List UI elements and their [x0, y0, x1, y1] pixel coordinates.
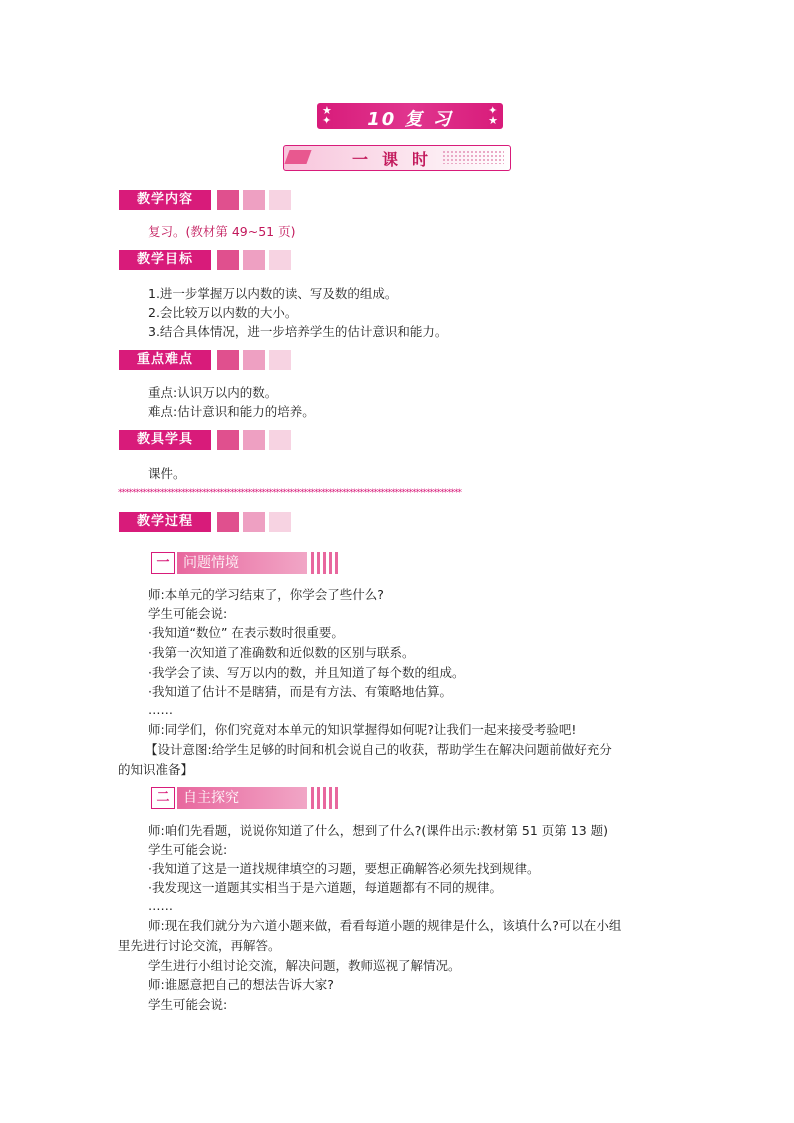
star-icon: ✦ ★: [488, 104, 498, 127]
paragraph-line: ·我知道“数位” 在表示数时很重要。: [148, 625, 344, 640]
paragraph-line: 学生可能会说:: [148, 997, 228, 1012]
decoration: [269, 350, 291, 370]
decoration: [243, 430, 265, 450]
dot-pattern: [442, 150, 504, 164]
paragraph-line: ……: [148, 702, 173, 717]
key-item: 重点:认识万以内的数。: [148, 385, 278, 400]
section-label: 教学内容: [119, 190, 211, 210]
paragraph-line: 的知识准备】: [118, 762, 194, 777]
paragraph-line: ·我学会了读、写万以内的数，并且知道了每个数的组成。: [148, 665, 465, 680]
paragraph-line: 师:同学们，你们究竟对本单元的知识掌握得如何呢?让我们一起来接受考验吧!: [148, 722, 577, 737]
section-label: 教具学具: [119, 430, 211, 450]
decoration: [217, 190, 239, 210]
paragraph-line: 里先进行讨论交流，再解答。: [118, 938, 281, 953]
subsection-title: 自主探究: [177, 787, 307, 809]
section-label: 教学目标: [119, 250, 211, 270]
paragraph-line: ·我知道了这是一道找规律填空的习题，要想正确解答必须先找到规律。: [148, 861, 540, 876]
paragraph-line: ·我知道了估计不是瞎猜，而是有方法、有策略地估算。: [148, 684, 452, 699]
paragraph-line: 【设计意图:给学生足够的时间和机会说自己的收获，帮助学生在解决问题前做好充分: [145, 742, 612, 757]
decoration: [269, 250, 291, 270]
paragraph-line: 学生可能会说:: [148, 606, 228, 621]
section-label: 教学过程: [119, 512, 211, 532]
section-header-tools: [119, 430, 319, 450]
paragraph-line: 学生进行小组讨论交流，解决问题，教师巡视了解情况。: [148, 958, 461, 973]
star-divider: **************************************************************************************************: [118, 488, 461, 498]
decoration: [269, 430, 291, 450]
goal-item: 2.会比较万以内数的大小。: [148, 305, 298, 320]
paragraph-line: ……: [148, 898, 173, 913]
subsection-number: 二: [151, 787, 175, 809]
content-text: 复习。(教材第 49~51 页): [148, 224, 296, 239]
decoration: [311, 552, 341, 574]
lesson-title: 一课时: [351, 150, 442, 169]
chapter-banner: [317, 103, 503, 129]
paragraph-line: 师:现在我们就分为六道小题来做，看看每道小题的规律是什么，该填什么?可以在小组: [148, 918, 622, 933]
decoration: [284, 150, 311, 164]
decoration: [243, 250, 265, 270]
paragraph-line: 学生可能会说:: [148, 842, 228, 857]
paragraph-line: 师:咱们先看题，说说你知道了什么，想到了什么?(课件出示:教材第 51 页第 13 题): [148, 823, 609, 838]
subsection-header-1: [151, 552, 341, 574]
decoration: [243, 190, 265, 210]
section-header-goals: [119, 250, 319, 270]
chapter-title: 10 复 习: [367, 109, 453, 130]
lesson-banner: [283, 145, 511, 171]
goal-item: 3.结合具体情况，进一步培养学生的估计意识和能力。: [148, 324, 448, 339]
subsection-title: 问题情境: [177, 552, 307, 574]
decoration: [217, 430, 239, 450]
paragraph-line: 师:谁愿意把自己的想法告诉大家?: [148, 977, 334, 992]
subsection-number: 一: [151, 552, 175, 574]
decoration: [269, 190, 291, 210]
section-label: 重点难点: [119, 350, 211, 370]
section-header-key: [119, 350, 319, 370]
paragraph-line: 师:本单元的学习结束了，你学会了些什么?: [148, 587, 384, 602]
decoration: [217, 350, 239, 370]
decoration: [243, 350, 265, 370]
paragraph-line: ·我第一次知道了准确数和近似数的区别与联系。: [148, 645, 415, 660]
goal-item: 1.进一步掌握万以内数的读、写及数的组成。: [148, 286, 398, 301]
key-item: 难点:估计意识和能力的培养。: [148, 404, 315, 419]
tools-text: 课件。: [148, 466, 186, 481]
paragraph-line: ·我发现这一道题其实相当于是六道题，每道题都有不同的规律。: [148, 880, 502, 895]
section-header-content: [119, 190, 319, 210]
decoration: [217, 512, 239, 532]
decoration: [269, 512, 291, 532]
star-icon: ★ ✦: [322, 104, 332, 127]
subsection-header-2: [151, 787, 341, 809]
decoration: [243, 512, 265, 532]
section-header-process: [119, 512, 319, 532]
decoration: [311, 787, 341, 809]
decoration: [217, 250, 239, 270]
